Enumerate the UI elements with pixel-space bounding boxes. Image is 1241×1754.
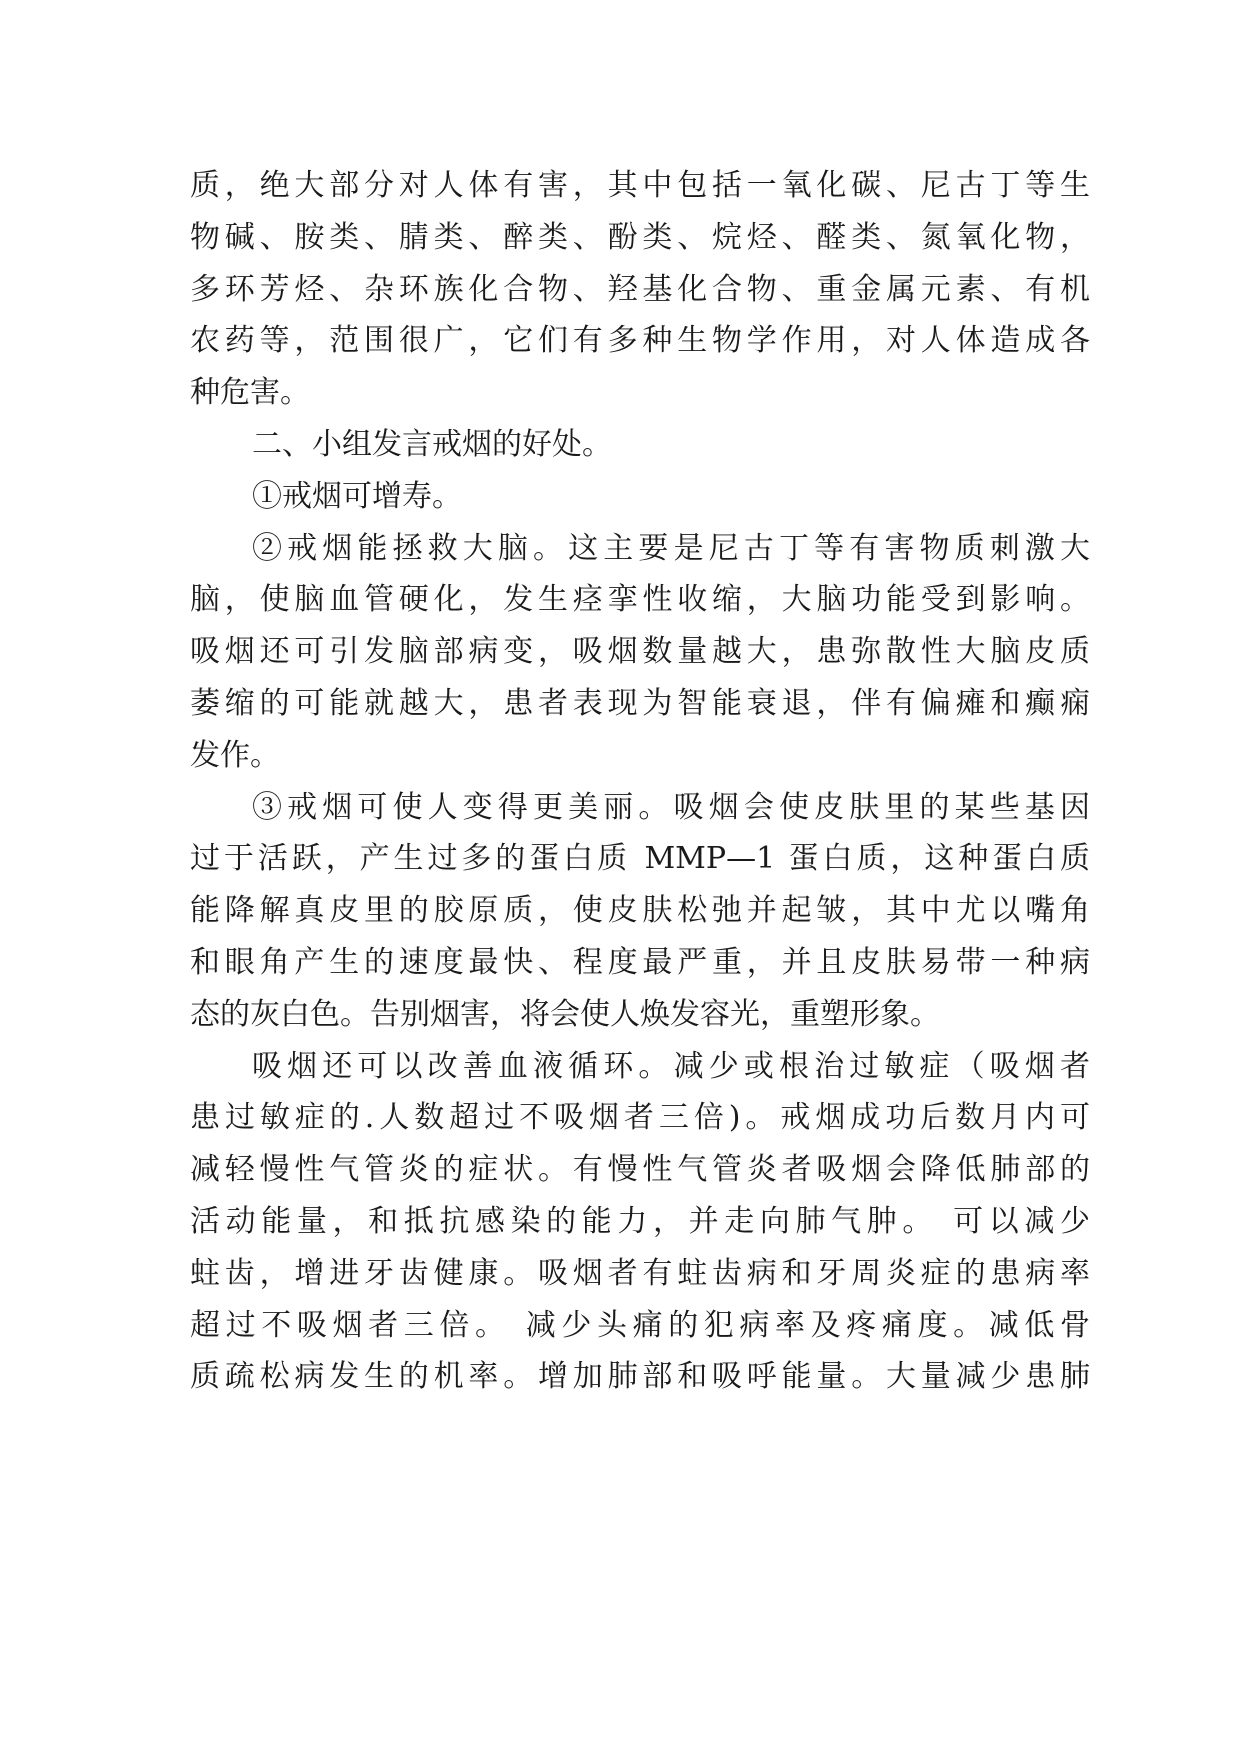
text-line: 患过敏症的.人数超过不吸烟者三倍)。戒烟成功后数月内可 bbox=[190, 1100, 1090, 1136]
text-line: 萎缩的可能就越大，患者表现为智能衰退，伴有偏瘫和癫痫 bbox=[190, 685, 1090, 721]
text-line: 蛀齿，增进牙齿健康。吸烟者有蛀齿病和牙周炎症的患病率 bbox=[190, 1255, 1090, 1291]
text-line: 能降解真皮里的胶原质，使皮肤松弛并起皱，其中尤以嘴角 bbox=[190, 893, 1090, 929]
text-line: 过于活跃，产生过多的蛋白质 MMP—1 蛋白质，这种蛋白质 bbox=[190, 841, 1090, 877]
text-line: 吸烟还可引发脑部病变，吸烟数量越大，患弥散性大脑皮质 bbox=[190, 634, 1090, 670]
text-line: ①戒烟可增寿。 bbox=[252, 478, 462, 514]
text-line: ③戒烟可使人变得更美丽。吸烟会使皮肤里的某些基因 bbox=[252, 789, 1090, 825]
text-line: 脑，使脑血管硬化，发生痉挛性收缩，大脑功能受到影响。 bbox=[190, 582, 1090, 618]
text-line: 质，绝大部分对人体有害，其中包括一氧化碳、尼古丁等生 bbox=[190, 168, 1090, 203]
text-line: 二、小组发言戒烟的好处。 bbox=[252, 426, 612, 462]
text-line: 种危害。 bbox=[190, 375, 310, 411]
text-line: 多环芳烃、杂环族化合物、羟基化合物、重金属元素、有机 bbox=[190, 271, 1090, 307]
text-line: 物碱、胺类、腈类、醉类、酚类、烷烃、醛类、氮氧化物， bbox=[190, 219, 1090, 255]
body-text bbox=[190, 160, 1090, 1403]
text-line: 吸烟还可以改善血液循环。减少或根治过敏症（吸烟者 bbox=[252, 1048, 1090, 1084]
text-line: 农药等，范围很广，它们有多种生物学作用，对人体造成各 bbox=[190, 323, 1090, 359]
text-line: 超过不吸烟者三倍。 减少头痛的犯病率及疼痛度。减低骨 bbox=[190, 1307, 1090, 1343]
text-line: 质疏松病发生的机率。增加肺部和吸呼能量。大量减少患肺 bbox=[190, 1359, 1090, 1395]
text-line: 发作。 bbox=[190, 737, 280, 773]
text-line: 活动能量，和抵抗感染的能力，并走向肺气肿。 可以减少 bbox=[190, 1203, 1090, 1239]
text-line: ②戒烟能拯救大脑。这主要是尼古丁等有害物质刺激大 bbox=[252, 530, 1090, 566]
text-line: 态的灰白色。告别烟害，将会使人焕发容光，重塑形象。 bbox=[190, 996, 940, 1032]
text-line: 和眼角产生的速度最快、程度最严重，并且皮肤易带一种病 bbox=[190, 944, 1090, 980]
text-line: 减轻慢性气管炎的症状。有慢性气管炎者吸烟会降低肺部的 bbox=[190, 1152, 1090, 1188]
